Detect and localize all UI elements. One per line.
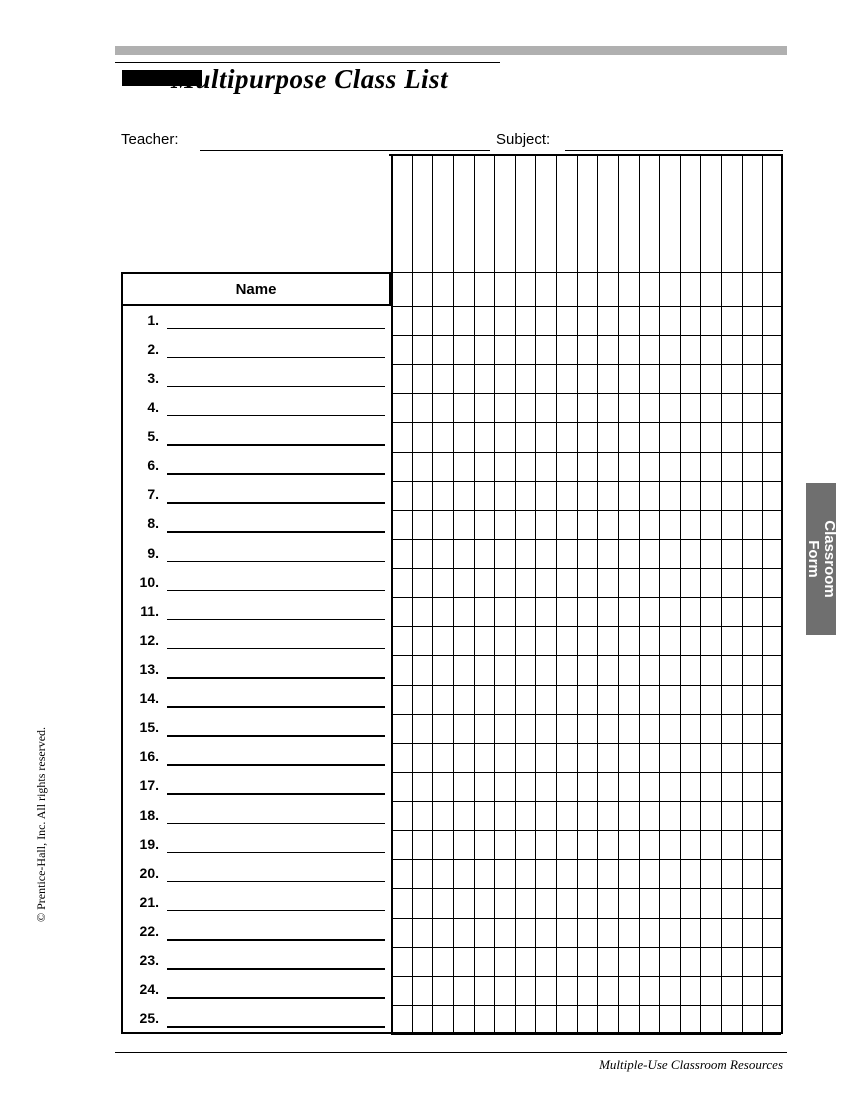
column-line xyxy=(432,154,433,1034)
side-tab-line2: Form xyxy=(805,540,822,578)
column-line xyxy=(639,154,640,1034)
name-write-line[interactable] xyxy=(167,735,385,737)
name-write-line[interactable] xyxy=(167,473,385,475)
row-line xyxy=(391,481,781,482)
name-write-line[interactable] xyxy=(167,502,385,504)
name-write-line[interactable] xyxy=(167,590,385,592)
column-line xyxy=(494,154,495,1034)
name-write-line[interactable] xyxy=(167,764,385,766)
row-number: 10. xyxy=(139,573,159,590)
row-line xyxy=(391,655,781,656)
name-write-line[interactable] xyxy=(167,997,385,999)
name-write-line[interactable] xyxy=(167,619,385,621)
column-line xyxy=(577,154,578,1034)
column-line xyxy=(391,154,393,1034)
row-line xyxy=(391,597,781,598)
name-write-line[interactable] xyxy=(167,328,385,330)
row-number: 16. xyxy=(139,748,159,765)
row-line xyxy=(391,568,781,569)
column-line xyxy=(680,154,681,1034)
table-top-left-blank xyxy=(121,154,389,272)
side-tab-classroom-form xyxy=(806,483,836,635)
row-line xyxy=(391,539,781,540)
column-line xyxy=(597,154,598,1034)
row-line xyxy=(391,306,781,307)
row-line xyxy=(391,335,781,336)
row-number: 4. xyxy=(147,398,159,415)
row-number: 23. xyxy=(139,952,159,969)
row-number: 22. xyxy=(139,923,159,940)
copyright-notice: © Prentice-Hall, Inc. All rights reserved. xyxy=(34,726,48,922)
name-write-line[interactable] xyxy=(167,1026,385,1028)
row-line xyxy=(391,364,781,365)
column-line xyxy=(659,154,660,1034)
name-write-line[interactable] xyxy=(167,357,385,359)
name-write-line[interactable] xyxy=(167,793,385,795)
side-tab-label xyxy=(805,520,837,598)
header-underline xyxy=(115,62,500,63)
name-write-line[interactable] xyxy=(167,677,385,679)
row-line xyxy=(391,1005,781,1006)
name-write-line[interactable] xyxy=(167,561,385,563)
name-write-line[interactable] xyxy=(167,415,385,417)
name-write-line[interactable] xyxy=(167,386,385,388)
row-number: 21. xyxy=(139,893,159,910)
column-line xyxy=(535,154,536,1034)
column-line xyxy=(453,154,454,1034)
name-write-line[interactable] xyxy=(167,648,385,650)
row-line xyxy=(391,626,781,627)
row-number: 14. xyxy=(139,690,159,707)
teacher-input-line[interactable] xyxy=(200,150,490,151)
subject-label: Subject: xyxy=(496,131,551,148)
row-line xyxy=(391,422,781,423)
name-write-line[interactable] xyxy=(167,531,385,533)
column-line xyxy=(618,154,619,1034)
column-line xyxy=(721,154,722,1034)
column-line xyxy=(762,154,763,1034)
row-line xyxy=(391,272,781,273)
row-line xyxy=(391,510,781,511)
row-number: 20. xyxy=(139,864,159,881)
row-line xyxy=(391,685,781,686)
row-number: 15. xyxy=(139,719,159,736)
row-number: 7. xyxy=(147,486,159,503)
class-list-table xyxy=(121,154,783,1034)
row-number: 25. xyxy=(139,1010,159,1027)
side-tab-line1: Classroom xyxy=(821,520,838,598)
column-line xyxy=(700,154,701,1034)
footer-note: Multiple-Use Classroom Resources xyxy=(599,1057,783,1072)
column-line xyxy=(781,154,782,1034)
name-write-line[interactable] xyxy=(167,881,385,883)
row-number: 2. xyxy=(147,340,159,357)
name-write-line[interactable] xyxy=(167,852,385,854)
row-line xyxy=(391,743,781,744)
row-number: 24. xyxy=(139,981,159,998)
name-column-header-label: Name xyxy=(235,281,277,298)
row-number: 12. xyxy=(139,631,159,648)
column-line xyxy=(556,154,557,1034)
name-column-header xyxy=(121,272,391,306)
row-line xyxy=(391,772,781,773)
row-number: 6. xyxy=(147,457,159,474)
row-line xyxy=(391,393,781,394)
name-write-line[interactable] xyxy=(167,910,385,912)
row-number: 1. xyxy=(147,311,159,328)
name-write-line[interactable] xyxy=(167,968,385,970)
teacher-label: Teacher: xyxy=(121,131,179,148)
row-line xyxy=(391,888,781,889)
row-line xyxy=(391,452,781,453)
name-write-line[interactable] xyxy=(167,444,385,446)
name-write-line[interactable] xyxy=(167,939,385,941)
header-gray-bar xyxy=(115,46,787,55)
page-title: Multipurpose Class List xyxy=(171,64,449,94)
row-line xyxy=(391,714,781,715)
column-line xyxy=(742,154,743,1034)
column-line xyxy=(515,154,516,1034)
row-number: 18. xyxy=(139,806,159,823)
row-number: 3. xyxy=(147,369,159,386)
row-line xyxy=(391,830,781,831)
column-line xyxy=(474,154,475,1034)
row-line xyxy=(391,1034,781,1035)
row-line xyxy=(391,947,781,948)
row-number: 8. xyxy=(147,515,159,532)
footer-rule xyxy=(115,1052,787,1053)
row-line xyxy=(391,976,781,977)
column-line xyxy=(412,154,413,1034)
row-number: 5. xyxy=(147,428,159,445)
row-number: 11. xyxy=(140,602,159,619)
row-number: 17. xyxy=(139,777,159,794)
subject-input-line[interactable] xyxy=(565,150,783,151)
row-line xyxy=(391,801,781,802)
row-line xyxy=(391,859,781,860)
row-number: 9. xyxy=(147,544,159,561)
row-number: 19. xyxy=(139,835,159,852)
row-number: 13. xyxy=(139,661,159,677)
row-line xyxy=(391,918,781,919)
name-write-line[interactable] xyxy=(167,706,385,708)
name-write-line[interactable] xyxy=(167,823,385,825)
